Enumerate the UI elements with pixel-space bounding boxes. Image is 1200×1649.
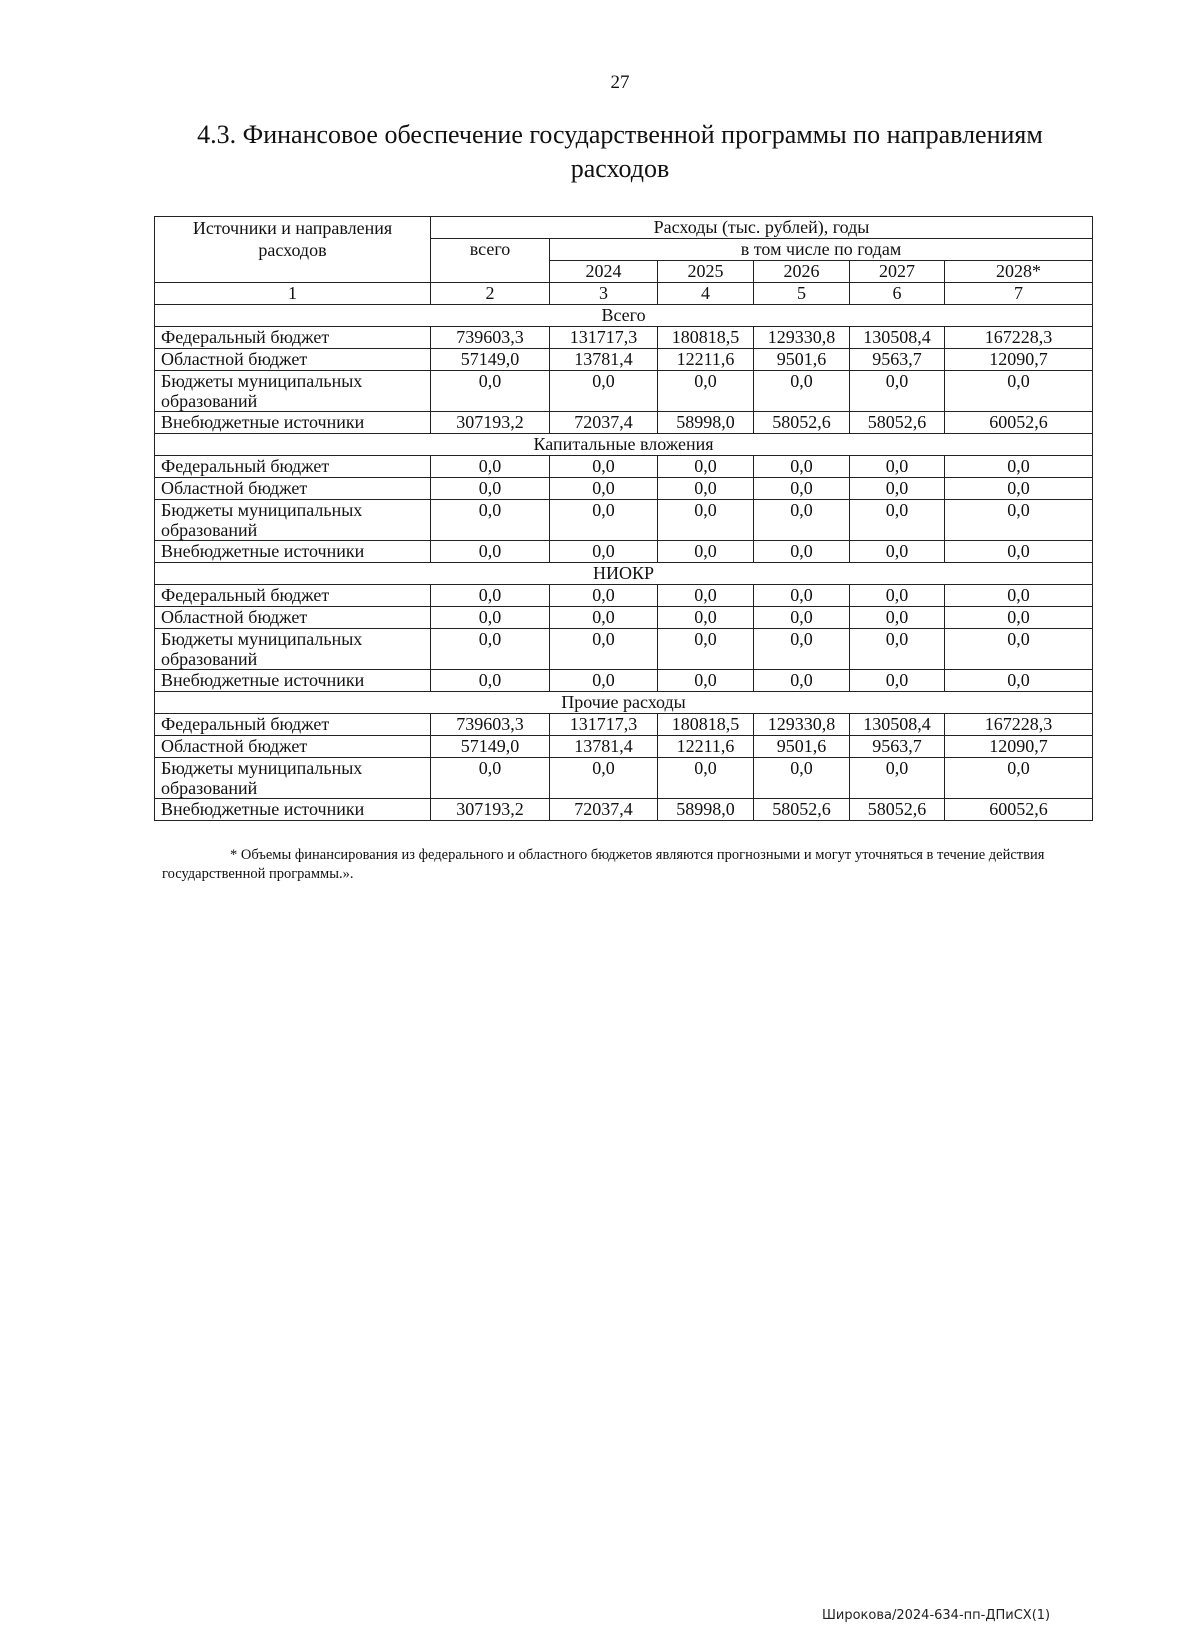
table-row xyxy=(155,799,1093,821)
table-row xyxy=(155,478,1093,500)
row-value: 0,0 xyxy=(658,629,754,670)
header-year: 2025 xyxy=(658,261,754,283)
row-value: 9501,6 xyxy=(754,349,850,371)
row-value: 0,0 xyxy=(658,607,754,629)
section-title: 4.3. Финансовое обеспечение государственной программы по направлениям расходов xyxy=(197,120,1043,183)
row-label: Областной бюджет xyxy=(155,607,431,629)
row-value: 307193,2 xyxy=(431,412,550,434)
row-value: 0,0 xyxy=(754,456,850,478)
column-number: 7 xyxy=(945,283,1093,305)
row-label: Федеральный бюджет xyxy=(155,327,431,349)
header-year: 2024 xyxy=(550,261,658,283)
row-value: 0,0 xyxy=(658,758,754,799)
row-label: Внебюджетные источники xyxy=(155,541,431,563)
table-row xyxy=(155,456,1093,478)
section-header-row xyxy=(155,305,1093,327)
column-number: 6 xyxy=(850,283,945,305)
table-row xyxy=(155,327,1093,349)
row-value: 0,0 xyxy=(850,670,945,692)
row-value: 0,0 xyxy=(754,478,850,500)
row-value: 0,0 xyxy=(754,670,850,692)
row-value: 12211,6 xyxy=(658,736,754,758)
row-value: 0,0 xyxy=(431,500,550,541)
table-row xyxy=(155,412,1093,434)
section-title: Капитальные вложения xyxy=(155,434,1093,456)
row-value: 0,0 xyxy=(550,541,658,563)
row-label: Бюджеты муниципальных образований xyxy=(155,629,431,670)
row-value: 0,0 xyxy=(431,456,550,478)
row-value: 58052,6 xyxy=(850,799,945,821)
row-value: 12090,7 xyxy=(945,736,1093,758)
row-value: 0,0 xyxy=(431,758,550,799)
row-value: 167228,3 xyxy=(945,327,1093,349)
row-value: 0,0 xyxy=(754,371,850,412)
column-numbers-row xyxy=(155,283,1093,305)
row-value: 12090,7 xyxy=(945,349,1093,371)
row-value: 58998,0 xyxy=(658,799,754,821)
row-value: 0,0 xyxy=(754,500,850,541)
row-value: 60052,6 xyxy=(945,799,1093,821)
row-value: 0,0 xyxy=(945,478,1093,500)
row-value: 180818,5 xyxy=(658,327,754,349)
table-row xyxy=(155,629,1093,670)
row-label: Федеральный бюджет xyxy=(155,585,431,607)
row-value: 9501,6 xyxy=(754,736,850,758)
row-value: 0,0 xyxy=(550,670,658,692)
row-label: Федеральный бюджет xyxy=(155,456,431,478)
row-value: 57149,0 xyxy=(431,736,550,758)
section-header-row xyxy=(155,692,1093,714)
column-number: 2 xyxy=(431,283,550,305)
table-row xyxy=(155,670,1093,692)
row-value: 0,0 xyxy=(754,629,850,670)
row-value: 9563,7 xyxy=(850,349,945,371)
row-label: Областной бюджет xyxy=(155,736,431,758)
section-title: Прочие расходы xyxy=(155,692,1093,714)
row-value: 0,0 xyxy=(658,585,754,607)
row-value: 739603,3 xyxy=(431,327,550,349)
row-value: 0,0 xyxy=(431,670,550,692)
row-value: 0,0 xyxy=(658,541,754,563)
row-value: 130508,4 xyxy=(850,327,945,349)
row-value: 0,0 xyxy=(945,500,1093,541)
row-value: 0,0 xyxy=(550,456,658,478)
section-title: Всего xyxy=(155,305,1093,327)
row-value: 57149,0 xyxy=(431,349,550,371)
row-value: 0,0 xyxy=(550,629,658,670)
row-value: 13781,4 xyxy=(550,736,658,758)
table-row xyxy=(155,714,1093,736)
row-value: 0,0 xyxy=(550,758,658,799)
row-value: 0,0 xyxy=(658,371,754,412)
table-row xyxy=(155,349,1093,371)
section-header-row xyxy=(155,434,1093,456)
row-label: Внебюджетные источники xyxy=(155,799,431,821)
header-year: 2027 xyxy=(850,261,945,283)
row-value: 0,0 xyxy=(945,585,1093,607)
row-value: 0,0 xyxy=(431,541,550,563)
row-value: 0,0 xyxy=(754,585,850,607)
row-value: 0,0 xyxy=(431,607,550,629)
row-value: 0,0 xyxy=(550,500,658,541)
footer-document-code: Широкова/2024-634-пп-ДПиСХ(1) xyxy=(822,1608,1051,1623)
header-sources: Источники и направления расходов xyxy=(155,217,431,283)
row-value: 0,0 xyxy=(658,478,754,500)
row-value: 131717,3 xyxy=(550,714,658,736)
row-value: 0,0 xyxy=(754,758,850,799)
row-value: 130508,4 xyxy=(850,714,945,736)
row-value: 0,0 xyxy=(431,585,550,607)
row-value: 0,0 xyxy=(658,500,754,541)
row-value: 180818,5 xyxy=(658,714,754,736)
row-value: 0,0 xyxy=(550,607,658,629)
row-value: 0,0 xyxy=(431,478,550,500)
row-label: Бюджеты муниципальных образований xyxy=(155,500,431,541)
row-value: 0,0 xyxy=(550,478,658,500)
financing-table xyxy=(154,216,1093,821)
column-number: 5 xyxy=(754,283,850,305)
row-label: Областной бюджет xyxy=(155,349,431,371)
row-label: Федеральный бюджет xyxy=(155,714,431,736)
row-value: 0,0 xyxy=(550,585,658,607)
row-value: 60052,6 xyxy=(945,412,1093,434)
row-value: 129330,8 xyxy=(754,327,850,349)
column-number: 3 xyxy=(550,283,658,305)
column-number: 1 xyxy=(155,283,431,305)
section-title: НИОКР xyxy=(155,563,1093,585)
row-value: 131717,3 xyxy=(550,327,658,349)
row-value: 0,0 xyxy=(658,456,754,478)
row-value: 0,0 xyxy=(945,629,1093,670)
header-year: 2028* xyxy=(945,261,1093,283)
header-row-1 xyxy=(155,217,1093,239)
row-value: 58052,6 xyxy=(754,799,850,821)
table-row xyxy=(155,500,1093,541)
row-label: Бюджеты муниципальных образований xyxy=(155,758,431,799)
row-value: 0,0 xyxy=(754,607,850,629)
row-value: 0,0 xyxy=(850,371,945,412)
row-value: 0,0 xyxy=(431,371,550,412)
column-number: 4 xyxy=(658,283,754,305)
row-value: 9563,7 xyxy=(850,736,945,758)
row-value: 0,0 xyxy=(945,607,1093,629)
row-value: 0,0 xyxy=(658,670,754,692)
row-value: 0,0 xyxy=(550,371,658,412)
row-value: 0,0 xyxy=(945,670,1093,692)
table-row xyxy=(155,585,1093,607)
row-value: 0,0 xyxy=(945,456,1093,478)
row-value: 0,0 xyxy=(945,371,1093,412)
row-value: 0,0 xyxy=(850,500,945,541)
row-value: 13781,4 xyxy=(550,349,658,371)
row-value: 72037,4 xyxy=(550,412,658,434)
row-label: Внебюджетные источники xyxy=(155,670,431,692)
row-value: 72037,4 xyxy=(550,799,658,821)
row-value: 0,0 xyxy=(945,541,1093,563)
row-label: Бюджеты муниципальных образований xyxy=(155,371,431,412)
row-value: 0,0 xyxy=(754,541,850,563)
header-year: 2026 xyxy=(754,261,850,283)
row-value: 0,0 xyxy=(945,758,1093,799)
row-value: 58052,6 xyxy=(850,412,945,434)
header-expenses: Расходы (тыс. рублей), годы xyxy=(431,217,1093,239)
row-value: 58998,0 xyxy=(658,412,754,434)
table-row xyxy=(155,607,1093,629)
row-value: 129330,8 xyxy=(754,714,850,736)
row-value: 739603,3 xyxy=(431,714,550,736)
page-number: 27 xyxy=(610,72,630,93)
row-label: Внебюджетные источники xyxy=(155,412,431,434)
row-label: Областной бюджет xyxy=(155,478,431,500)
row-value: 0,0 xyxy=(431,629,550,670)
header-total: всего xyxy=(431,239,550,283)
row-value: 0,0 xyxy=(850,607,945,629)
table-row xyxy=(155,758,1093,799)
row-value: 307193,2 xyxy=(431,799,550,821)
row-value: 0,0 xyxy=(850,478,945,500)
table-row xyxy=(155,541,1093,563)
table-row xyxy=(155,736,1093,758)
row-value: 0,0 xyxy=(850,629,945,670)
row-value: 12211,6 xyxy=(658,349,754,371)
row-value: 0,0 xyxy=(850,456,945,478)
row-value: 0,0 xyxy=(850,541,945,563)
row-value: 58052,6 xyxy=(754,412,850,434)
table-row xyxy=(155,371,1093,412)
footnote: * Объемы финансирования из федерального и областного бюджетов являются прогнозными и могут уточняться в течение действия государственной программы.». xyxy=(162,847,1045,882)
row-value: 167228,3 xyxy=(945,714,1093,736)
header-by-year: в том числе по годам xyxy=(550,239,1093,261)
row-value: 0,0 xyxy=(850,585,945,607)
section-header-row xyxy=(155,563,1093,585)
row-value: 0,0 xyxy=(850,758,945,799)
